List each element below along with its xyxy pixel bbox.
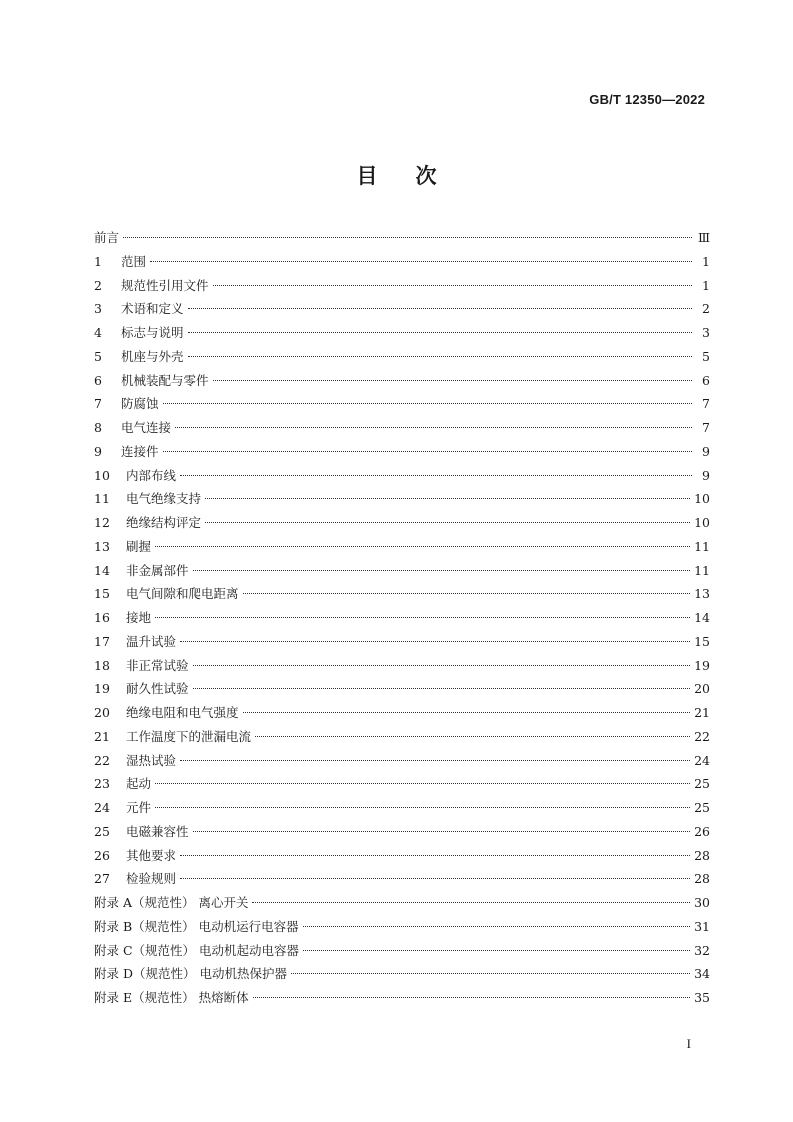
toc-entry-page: Ⅲ [697, 230, 710, 245]
toc-entry-number: 23 [94, 776, 110, 792]
toc-entry-number: 12 [94, 515, 110, 530]
toc-entry-label: 温升试验 [126, 633, 177, 649]
toc-entry[interactable] [94, 964, 710, 988]
toc-entry[interactable] [94, 323, 710, 347]
toc-entry[interactable] [94, 893, 710, 917]
dot-leader [155, 783, 690, 784]
toc-entry-page: 9 [702, 443, 710, 459]
toc-entry-number: 13 [94, 538, 110, 554]
dot-leader [155, 617, 690, 618]
dot-leader [188, 308, 692, 309]
toc-entry-number: 26 [94, 847, 110, 863]
toc-entry-label: 绝缘结构评定 [126, 515, 202, 530]
dot-leader [193, 570, 691, 571]
toc-entry-page: 22 [694, 728, 710, 744]
toc-entry-label: 标志与说明 [121, 325, 184, 340]
toc-entry-number: 22 [94, 752, 110, 768]
dot-leader [180, 760, 690, 761]
toc-entry[interactable] [94, 798, 710, 822]
toc-entry-label: 接地 [126, 610, 152, 625]
toc-entry-page: 7 [702, 396, 710, 412]
dot-leader [303, 950, 690, 951]
toc-entry-page: 30 [694, 895, 710, 910]
toc-entry[interactable] [94, 822, 710, 846]
toc-entry-label: 电磁兼容性 [126, 823, 189, 839]
toc-entry-page: 10 [694, 515, 710, 530]
toc-entry-label: 机座与外壳 [121, 348, 184, 364]
dot-leader [291, 973, 690, 974]
toc-entry-number: 27 [94, 871, 110, 887]
dot-leader [123, 237, 692, 238]
toc-entry-page: 1 [702, 253, 710, 269]
toc-entry-page: 32 [694, 942, 710, 958]
dot-leader [213, 285, 692, 286]
toc-entry-label: 前言 [94, 230, 120, 245]
toc-entry-page: 20 [694, 681, 710, 697]
toc-entry[interactable] [94, 347, 710, 371]
toc-entry-page: 1 [702, 277, 710, 293]
toc-entry-label: 电气间隙和爬电距离 [126, 586, 239, 602]
toc-entry-label: 元件 [126, 800, 152, 815]
toc-entry[interactable] [94, 513, 710, 537]
toc-entry-number: 1 [94, 253, 102, 269]
toc-entry-label: 湿热试验 [126, 752, 177, 768]
toc-entry[interactable] [94, 679, 710, 703]
toc-entry-number: 6 [94, 372, 102, 388]
toc-entry[interactable] [94, 252, 710, 276]
toc-entry-label: 附录 B（规范性） 电动机运行电容器 [94, 918, 299, 934]
toc-entry[interactable] [94, 727, 710, 751]
toc-entry-label: 非金属部件 [126, 562, 189, 578]
toc-entry-number: 25 [94, 823, 110, 839]
toc-entry[interactable] [94, 371, 710, 395]
toc-entry[interactable] [94, 466, 710, 490]
toc-entry-label: 绝缘电阻和电气强度 [126, 705, 239, 720]
dot-leader [193, 665, 691, 666]
toc-entry-label: 附录 D（规范性） 电动机热保护器 [94, 966, 287, 982]
toc-entry-page: 35 [694, 990, 710, 1005]
toc-entry-page: 6 [702, 372, 710, 388]
toc-title: 目次 [356, 164, 475, 188]
toc-entry-page: 11 [694, 562, 710, 578]
toc-entry-page: 19 [694, 657, 710, 673]
toc-entry-label: 规范性引用文件 [121, 277, 209, 293]
toc-entry[interactable] [94, 228, 710, 252]
toc-entry-page: 34 [694, 966, 710, 982]
dot-leader [180, 855, 690, 856]
toc-entry-page: 21 [694, 705, 710, 720]
toc-entry-number: 10 [94, 467, 110, 483]
toc-entry-number: 15 [94, 586, 110, 602]
toc-entry-number: 18 [94, 657, 110, 673]
toc-entry-number: 20 [94, 705, 110, 720]
toc-entry-number: 21 [94, 728, 110, 744]
toc-entry-page: 31 [694, 918, 710, 934]
toc-entry[interactable] [94, 299, 710, 323]
toc-entry-label: 范围 [121, 253, 147, 269]
dot-leader [205, 522, 690, 523]
toc-entry-label: 其他要求 [126, 847, 177, 863]
toc-entry[interactable] [94, 489, 710, 513]
toc-entry-label: 内部布线 [126, 467, 177, 483]
dot-leader [252, 902, 690, 903]
toc-entry-label: 机械装配与零件 [121, 372, 209, 388]
toc-entry[interactable] [94, 418, 710, 442]
dot-leader [243, 712, 691, 713]
toc-entry-label: 工作温度下的泄漏电流 [126, 728, 252, 744]
toc-entry-number: 2 [94, 277, 102, 293]
toc-entry-page: 10 [694, 491, 710, 507]
toc-entry-page: 25 [694, 776, 710, 792]
toc-entry-number: 24 [94, 800, 110, 815]
toc-entry[interactable] [94, 846, 710, 870]
dot-leader [175, 427, 692, 428]
toc-entry-number: 5 [94, 348, 102, 364]
dot-leader [163, 403, 692, 404]
toc-entry[interactable] [94, 774, 710, 798]
dot-leader [180, 878, 690, 879]
toc-entry-number: 14 [94, 562, 110, 578]
toc-entry-number: 8 [94, 420, 102, 435]
dot-leader [255, 736, 690, 737]
toc-entry[interactable] [94, 561, 710, 585]
toc-entry-number: 3 [94, 301, 102, 317]
toc-entry-page: 24 [694, 752, 710, 768]
toc-entry-label: 刷握 [126, 538, 152, 554]
toc-entry[interactable] [94, 917, 710, 941]
toc-entry-label: 连接件 [121, 443, 159, 459]
toc-entry-label: 电气绝缘支持 [126, 491, 202, 507]
standard-code: GB/T 12350—2022 [589, 92, 705, 107]
dot-leader [193, 688, 691, 689]
dot-leader [150, 261, 692, 262]
toc-entry-label: 电气连接 [121, 420, 172, 435]
toc-entry-label: 检验规则 [126, 871, 177, 887]
toc-entry-number: 4 [94, 325, 102, 340]
dot-leader [193, 831, 691, 832]
toc-entry-label: 非正常试验 [126, 657, 189, 673]
toc-entry-page: 26 [694, 823, 710, 839]
dot-leader [243, 593, 691, 594]
toc-entry-number: 16 [94, 610, 110, 625]
dot-leader [303, 926, 690, 927]
toc-entry[interactable] [94, 941, 710, 965]
dot-leader [213, 380, 692, 381]
toc-entry-page: 7 [702, 420, 710, 435]
toc-entry-label: 附录 C（规范性） 电动机起动电容器 [94, 942, 300, 958]
toc-entry-page: 3 [702, 325, 710, 340]
toc-entry[interactable] [94, 751, 710, 775]
toc-entry-number: 7 [94, 396, 102, 412]
dot-leader [188, 356, 692, 357]
dot-leader [180, 475, 692, 476]
toc-entry[interactable] [94, 584, 710, 608]
toc-entry-page: 11 [694, 538, 710, 554]
toc-entry[interactable] [94, 442, 710, 466]
toc-entry[interactable] [94, 869, 710, 893]
toc-entry-number: 17 [94, 633, 110, 649]
dot-leader [188, 332, 692, 333]
toc-entry-label: 耐久性试验 [126, 681, 189, 697]
toc-entry[interactable] [94, 656, 710, 680]
toc-entry-page: 5 [702, 348, 710, 364]
toc-entry-label: 附录 A（规范性） 离心开关 [94, 895, 249, 910]
toc-entry[interactable] [94, 276, 710, 300]
toc-entry[interactable] [94, 608, 710, 632]
table-of-contents [94, 228, 710, 1012]
toc-entry-page: 2 [702, 301, 710, 317]
toc-entry-label: 术语和定义 [121, 301, 184, 317]
dot-leader [253, 997, 691, 998]
toc-entry-page: 9 [702, 467, 710, 483]
dot-leader [155, 546, 690, 547]
toc-entry[interactable] [94, 632, 710, 656]
toc-entry-label: 起动 [126, 776, 152, 792]
toc-entry-page: 28 [694, 847, 710, 863]
dot-leader [163, 451, 692, 452]
toc-entry-page: 28 [694, 871, 710, 887]
toc-entry-number: 9 [94, 443, 102, 459]
dot-leader [205, 498, 690, 499]
toc-entry-label: 防腐蚀 [121, 396, 159, 412]
dot-leader [155, 807, 690, 808]
dot-leader [180, 641, 690, 642]
toc-entry[interactable] [94, 537, 710, 561]
toc-entry-page: 13 [694, 586, 710, 602]
toc-entry[interactable] [94, 394, 710, 418]
toc-entry-label: 附录 E（规范性） 热熔断体 [94, 990, 249, 1005]
toc-entry-page: 14 [694, 610, 710, 625]
toc-entry-page: 15 [694, 633, 710, 649]
page-number: I [686, 1036, 691, 1051]
toc-entry-page: 25 [694, 800, 710, 815]
toc-entry-number: 11 [94, 491, 110, 507]
toc-entry[interactable] [94, 988, 710, 1012]
toc-entry-number: 19 [94, 681, 110, 697]
toc-entry[interactable] [94, 703, 710, 727]
